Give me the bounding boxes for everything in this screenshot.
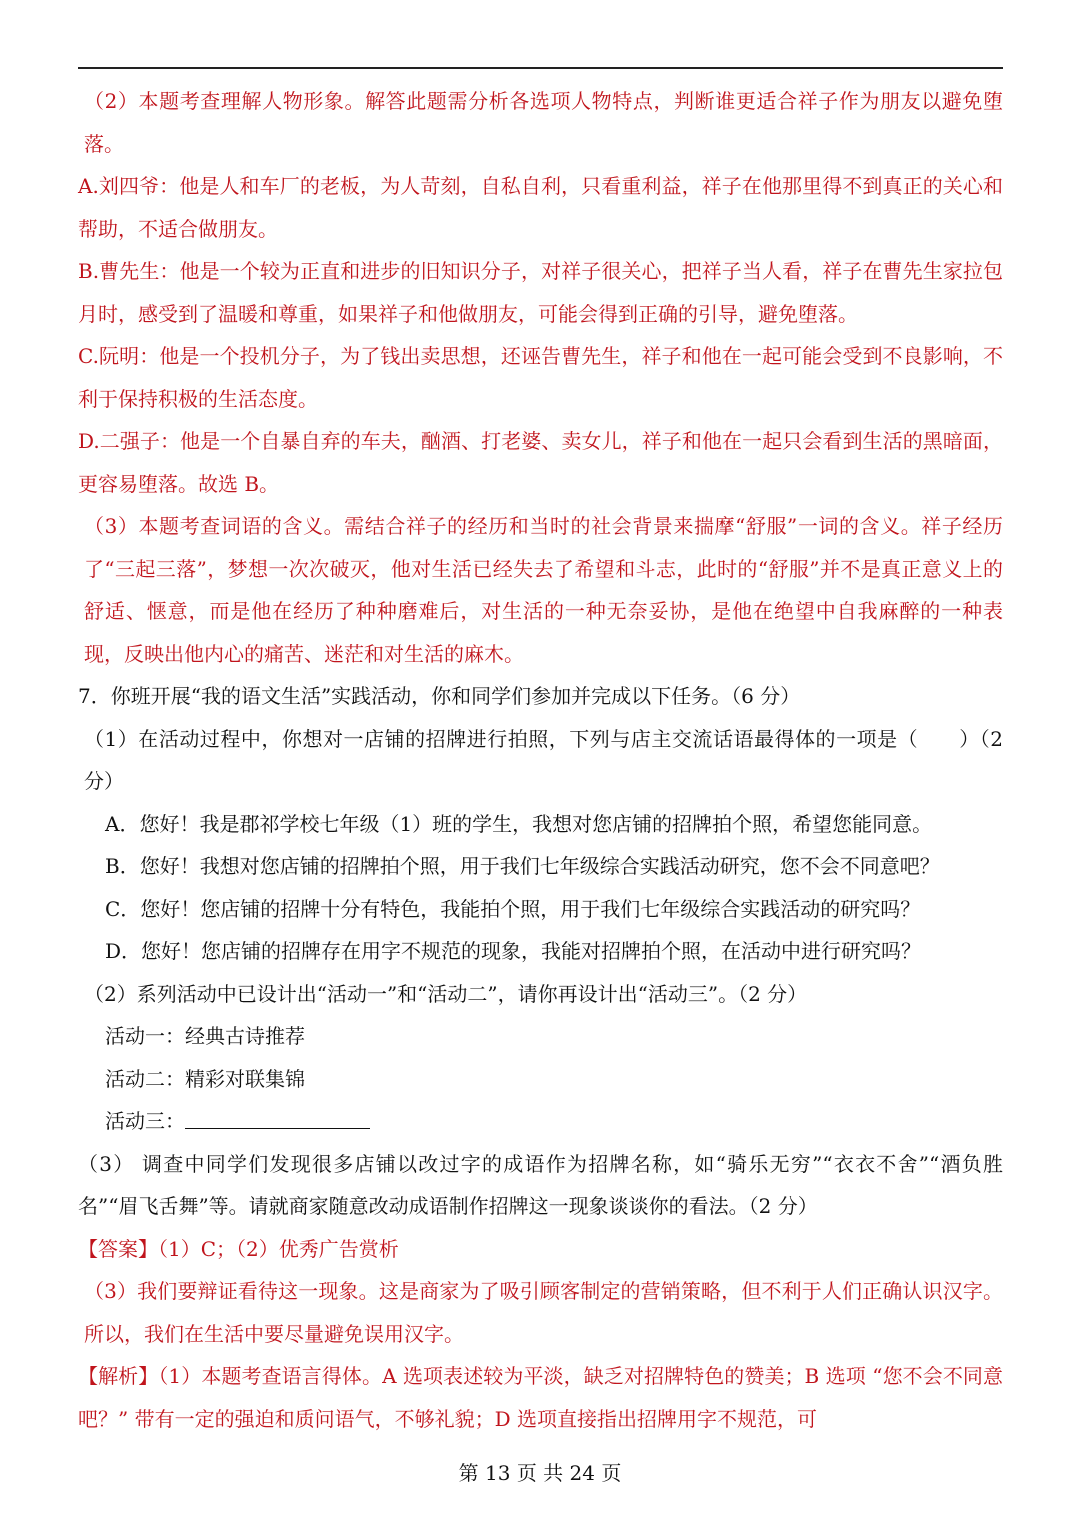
activity-two: 活动二：精彩对联集锦 (105, 1066, 305, 1091)
analysis-tag: 【解析】 (78, 1364, 159, 1388)
option-a: A．您好！我是郡祁学校七年级（1）班的学生，我想对您店铺的招牌拍个照，希望您能同意。 (105, 811, 933, 836)
analysis-q3: （3）本题考查词语的含义。需结合祥子的经历和当时的社会背景来揣摩“舒服”一词的含义。祥子经历了“三起三落”，梦想一次次破灭，他对生活已经失去了希望和斗志，此时的“舒服”并不是真正意义上的舒适、惬意，而是他在经历了种种磨难后，对生活的一种无奈妥协，是他在绝望中自我麻醉的一种表现，反映出他内心的痛苦、迷茫和对生活的麻木。 (84, 514, 1003, 666)
analysis-q2-option-a: A.刘四爷：他是人和车厂的老板，为人苛刻，自私自利，只看重利益，祥子在他那里得不到真正的关心和帮助，不适合做朋友。 (78, 174, 1003, 241)
option-d: D．您好！您店铺的招牌存在用字不规范的现象，我能对招牌拍个照，在活动中进行研究吗？ (105, 939, 922, 963)
analysis-q2-option-d: D.二强子：他是一个自暴自弃的车夫，酗酒、打老婆、卖女儿，祥子和他在一起只会看到生活的黑暗面，更容易堕落。故选 B。 (78, 429, 1003, 496)
header-rule (78, 67, 1003, 69)
activity-three-label: 活动三： (105, 1109, 185, 1133)
question-7-sub2-stem: （2）系列活动中已设计出“活动一”和“活动二”，请你再设计出“活动三”。（2 分） (84, 981, 808, 1006)
answer-tag: 【答案】 (78, 1236, 158, 1261)
analysis-q2-intro: （2）本题考查理解人物形象。解答此题需分析各选项人物特点，判断谁更适合祥子作为朋友以避免堕落。 (84, 89, 1003, 156)
analysis-paragraph (78, 1355, 1003, 1440)
analysis-text: （1）本题考查语言得体。A 选项表述较为平淡，缺乏对招牌特色的赞美；B 选项 “您不会不同意吧？” 带有一定的强迫和质问语气，不够礼貌；D 选项直接指出招牌用字不规范，可 (78, 1364, 1004, 1431)
activity-one: 活动一：经典古诗推荐 (105, 1024, 305, 1048)
activity-three (78, 1100, 1003, 1143)
option-b: B．您好！我想对您店铺的招牌拍个照，用于我们七年级综合实践活动研究，您不会不同意吧？ (105, 854, 940, 878)
answer-text-1: （1）C；（2）优秀广告赏析 (158, 1236, 399, 1261)
question-7-sub3-stem: （3） 调查中同学们发现很多店铺以改过字的成语作为招牌名称，如“骑乐无穷”“衣衣不舍”“酒负胜名”“眉飞舌舞”等。请就商家随意改动成语制作招牌这一现象谈谈你的看法。（2 分） (78, 1151, 1003, 1218)
page-content (78, 80, 1003, 1440)
answer-line-1 (78, 1228, 1003, 1271)
analysis-q2-option-b: B.曹先生：他是一个较为正直和进步的旧知识分子，对祥子很关心，把祥子当人看，祥子在曹先生家拉包月时，感受到了温暖和尊重，如果祥子和他做朋友，可能会得到正确的引导，避免堕落。 (78, 259, 1003, 326)
page-footer: 第 13 页 共 24 页 (458, 1461, 622, 1485)
analysis-q2-option-c: C.阮明：他是一个投机分子，为了钱出卖思想，还诬告曹先生，祥子和他在一起可能会受到不良影响，不利于保持积极的生活态度。 (78, 344, 1003, 411)
answer-line-2: （3）我们要辩证看待这一现象。这是商家为了吸引顾客制定的营销策略，但不利于人们正确认识汉字。所以，我们在生活中要尽量避免误用汉字。 (84, 1279, 1003, 1346)
question-7-stem: 7．你班开展“我的语文生活”实践活动，你和同学们参加并完成以下任务。（6 分） (78, 684, 801, 708)
answer-blank (185, 1100, 370, 1129)
option-c: C．您好！您店铺的招牌十分有特色，我能拍个照，用于我们七年级综合实践活动的研究吗？ (105, 896, 921, 921)
question-7-sub1-stem: （1）在活动过程中，你想对一店铺的招牌进行拍照，下列与店主交流话语最得体的一项是（ ）（2 分） (84, 726, 1003, 793)
